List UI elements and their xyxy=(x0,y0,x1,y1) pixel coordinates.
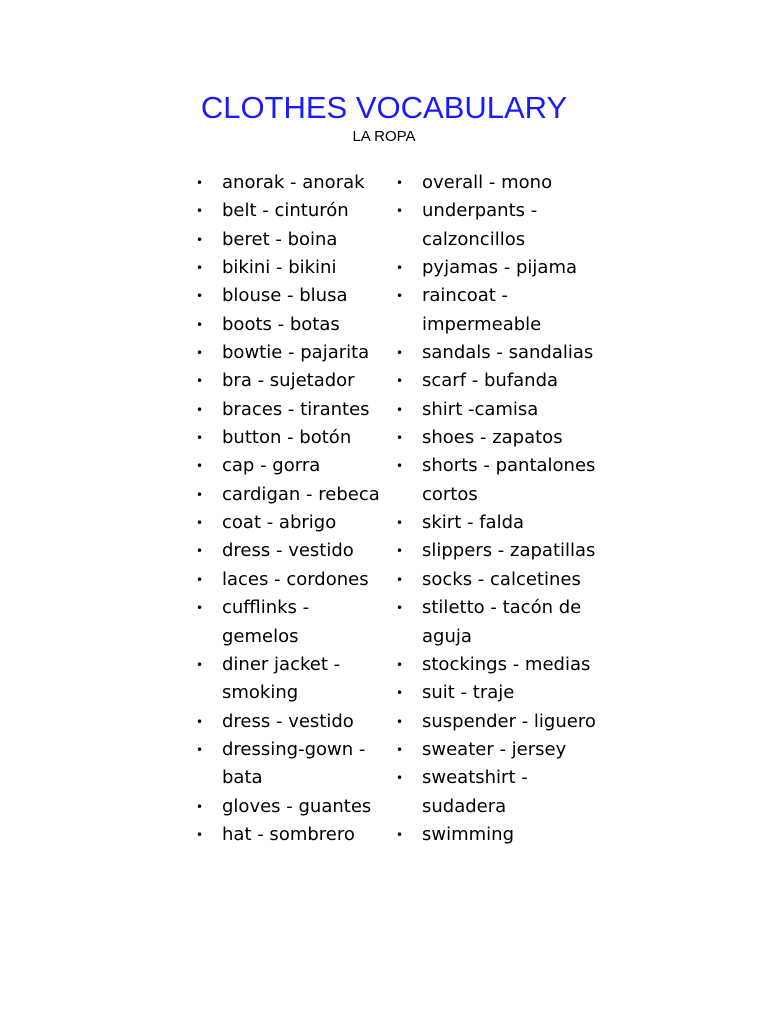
bullet-icon: • xyxy=(196,827,204,842)
bullet-icon: • xyxy=(396,459,404,474)
vocabulary-item-text: dress - vestido xyxy=(222,710,354,732)
vocabulary-item-text: pyjamas - pijama xyxy=(422,257,578,279)
vocabulary-item xyxy=(196,509,386,537)
bullet-icon: • xyxy=(396,771,404,786)
bullet-icon: • xyxy=(196,742,204,757)
vocabulary-item xyxy=(396,254,596,282)
vocabulary-item xyxy=(196,821,386,849)
bullet-icon: • xyxy=(196,572,204,587)
vocabulary-item-text: suspender - liguero xyxy=(422,710,596,732)
vocabulary-item xyxy=(396,509,596,537)
vocabulary-item xyxy=(196,197,386,225)
bullet-icon: • xyxy=(396,346,404,361)
vocabulary-item-text: suit - traje xyxy=(422,682,515,704)
vocabulary-item xyxy=(196,452,386,480)
bullet-icon: • xyxy=(196,714,204,729)
vocabulary-item-text: scarf - bufanda xyxy=(422,370,559,392)
vocabulary-item-text: shoes - zapatos xyxy=(422,427,563,449)
document-title: CLOTHES VOCABULARY xyxy=(200,90,568,125)
vocabulary-item-text: dressing-gown - bata xyxy=(222,738,366,789)
vocabulary-item xyxy=(396,197,596,254)
bullet-icon: • xyxy=(196,317,204,332)
vocabulary-item-text: stockings - medias xyxy=(422,653,591,675)
bullet-icon: • xyxy=(396,827,404,842)
vocabulary-item xyxy=(196,367,386,395)
vocabulary-item xyxy=(396,452,596,509)
bullet-icon: • xyxy=(396,261,404,276)
vocabulary-item xyxy=(396,396,596,424)
vocabulary-item xyxy=(396,566,596,594)
vocabulary-item xyxy=(196,594,386,651)
bullet-icon: • xyxy=(396,176,404,190)
vocabulary-item-text: hat - sombrero xyxy=(222,823,355,845)
vocabulary-item xyxy=(196,226,386,254)
vocabulary-item xyxy=(196,708,386,736)
bullet-icon: • xyxy=(196,431,204,446)
vocabulary-item xyxy=(396,821,596,849)
vocabulary-item-text: diner jacket - smoking xyxy=(222,653,341,704)
vocabulary-item xyxy=(196,736,386,793)
vocabulary-item xyxy=(396,537,596,565)
vocabulary-item xyxy=(396,679,596,707)
bullet-icon: • xyxy=(396,572,404,587)
vocabulary-item-text: sandals - sandalias xyxy=(422,342,594,364)
vocabulary-item-text: blouse - blusa xyxy=(222,285,348,307)
vocabulary-item xyxy=(196,311,386,339)
bullet-icon: • xyxy=(396,402,404,417)
vocabulary-item xyxy=(396,424,596,452)
vocabulary-item-text: shorts - pantalones cortos xyxy=(422,455,596,505)
vocabulary-item xyxy=(396,339,596,367)
vocabulary-item-text: sweater - jersey xyxy=(422,738,567,760)
vocabulary-item-text: coat - abrigo xyxy=(222,512,337,534)
vocabulary-item xyxy=(196,566,386,594)
vocabulary-item-text: cap - gorra xyxy=(222,455,321,477)
vocabulary-item-text: cufflinks - gemelos xyxy=(222,597,310,647)
bullet-icon: • xyxy=(196,487,204,502)
vocabulary-item xyxy=(196,424,386,452)
bullet-icon: • xyxy=(196,799,204,814)
vocabulary-item xyxy=(196,339,386,367)
bullet-icon: • xyxy=(196,204,204,219)
vocabulary-item xyxy=(196,481,386,509)
bullet-icon: • xyxy=(396,601,404,616)
bullet-icon: • xyxy=(196,261,204,276)
vocabulary-item-text: stiletto - tacón de aguja xyxy=(422,597,582,647)
vocabulary-item xyxy=(196,254,386,282)
bullet-icon: • xyxy=(196,346,204,361)
vocabulary-item-text: cardigan - rebeca xyxy=(222,483,380,505)
bullet-icon: • xyxy=(196,601,204,616)
bullet-icon: • xyxy=(396,714,404,729)
vocabulary-item-text: socks - calcetines xyxy=(422,568,581,590)
vocabulary-item xyxy=(396,708,596,736)
bullet-icon: • xyxy=(196,459,204,474)
bullet-icon: • xyxy=(396,686,404,701)
document-subtitle: LA ROPA xyxy=(352,128,416,145)
vocabulary-item-text: boots - botas xyxy=(222,313,340,335)
vocabulary-item xyxy=(196,282,386,310)
vocabulary-list-left xyxy=(196,169,386,849)
vocabulary-item-text: bikini - bikini xyxy=(222,257,337,279)
vocabulary-item-text: sweatshirt - sudadera xyxy=(422,767,528,817)
vocabulary-item xyxy=(196,793,386,821)
vocabulary-item xyxy=(196,396,386,424)
vocabulary-item-text: belt - cinturón xyxy=(222,200,349,222)
vocabulary-item xyxy=(196,537,386,565)
vocabulary-item xyxy=(396,594,596,651)
vocabulary-item-text: beret - boina xyxy=(222,228,338,250)
vocabulary-item xyxy=(396,367,596,395)
bullet-icon: • xyxy=(396,657,404,672)
vocabulary-item xyxy=(196,651,386,708)
bullet-icon: • xyxy=(196,176,204,190)
vocabulary-item-text: braces - tirantes xyxy=(222,398,370,420)
bullet-icon: • xyxy=(396,431,404,446)
vocabulary-item-text: gloves - guantes xyxy=(222,795,372,817)
vocabulary-item-text: laces - cordones xyxy=(222,568,369,590)
vocabulary-item-text: bowtie - pajarita xyxy=(222,342,370,364)
vocabulary-item-text: overall - mono xyxy=(422,172,553,193)
vocabulary-item xyxy=(396,764,596,821)
vocabulary-item-text: shirt -camisa xyxy=(422,398,539,420)
bullet-icon: • xyxy=(396,544,404,559)
bullet-icon: • xyxy=(196,402,204,417)
vocabulary-item xyxy=(396,169,596,197)
bullet-icon: • xyxy=(196,657,204,672)
vocabulary-item xyxy=(396,736,596,764)
vocabulary-item-text: underpants - calzoncillos xyxy=(422,200,538,250)
bullet-icon: • xyxy=(196,289,204,304)
bullet-icon: • xyxy=(396,374,404,389)
bullet-icon: • xyxy=(196,516,204,531)
vocabulary-item-text: skirt - falda xyxy=(422,512,525,534)
vocabulary-list-right xyxy=(396,169,596,849)
vocabulary-item-text: slippers - zapatillas xyxy=(422,540,596,562)
vocabulary-item-text: anorak - anorak xyxy=(222,172,365,193)
bullet-icon: • xyxy=(396,742,404,757)
vocabulary-item xyxy=(196,169,386,197)
bullet-icon: • xyxy=(196,232,204,247)
bullet-icon: • xyxy=(196,544,204,559)
bullet-icon: • xyxy=(396,204,404,219)
vocabulary-item-text: swimming xyxy=(422,823,515,845)
vocabulary-item-text: raincoat - impermeable xyxy=(422,285,542,335)
bullet-icon: • xyxy=(196,374,204,389)
vocabulary-item-text: bra - sujetador xyxy=(222,370,355,392)
vocabulary-item-text: dress - vestido xyxy=(222,540,354,562)
vocabulary-item-text: button - botón xyxy=(222,427,352,449)
vocabulary-item xyxy=(396,651,596,679)
bullet-icon: • xyxy=(396,516,404,531)
vocabulary-item xyxy=(396,282,596,339)
bullet-icon: • xyxy=(396,289,404,304)
